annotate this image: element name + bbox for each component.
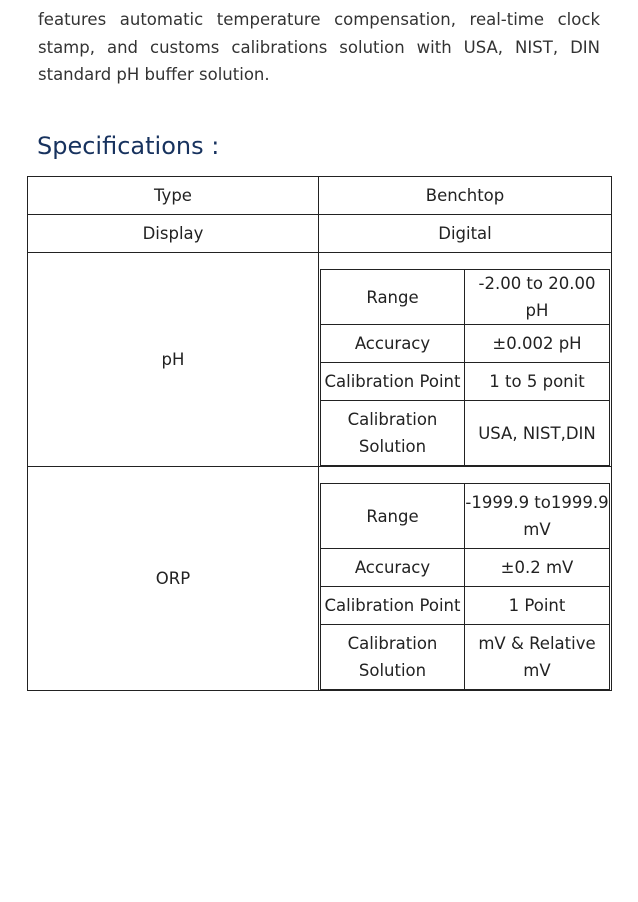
specifications-heading: Specifications : [37,132,220,160]
ph-calibration-point-label: Calibration Point [321,363,465,401]
table-row [321,549,610,587]
orp-range-label: Range [321,484,465,549]
orp-range-value: -1999.9 to1999.9 mV [464,484,609,549]
table-row-orp [28,467,612,691]
ph-calibration-solution-label: Calibration Solution [321,401,465,466]
orp-accuracy-value: ±0.2 mV [464,549,609,587]
ph-calibration-point-value: 1 to 5 ponit [464,363,609,401]
table-row-display [28,215,612,253]
orp-calibration-solution-value: mV & Relative mV [464,625,609,690]
ph-range-label: Range [321,270,465,325]
orp-label-cell: ORP [28,467,319,691]
table-row [321,484,610,549]
ph-specs-table [320,269,610,466]
specifications-table [27,176,612,691]
orp-calibration-solution-label: Calibration Solution [321,625,465,690]
type-value-cell: Benchtop [319,177,612,215]
orp-specs-cell [319,467,612,691]
table-row [321,625,610,690]
orp-calibration-point-value: 1 Point [464,587,609,625]
orp-calibration-point-label: Calibration Point [321,587,465,625]
orp-specs-table [320,483,610,690]
table-row [321,363,610,401]
table-row-type [28,177,612,215]
table-row [321,401,610,466]
ph-range-value: -2.00 to 20.00 pH [464,270,609,325]
table-row [321,587,610,625]
table-row [321,270,610,325]
intro-paragraph: features automatic temperature compensation, real-time clock stamp, and customs calibrations solution with USA, NIST, DIN standard pH buffer solution. [38,10,600,84]
ph-accuracy-value: ±0.002 pH [464,325,609,363]
ph-accuracy-label: Accuracy [321,325,465,363]
display-value-cell: Digital [319,215,612,253]
type-label-cell: Type [28,177,319,215]
orp-accuracy-label: Accuracy [321,549,465,587]
table-row [321,325,610,363]
ph-specs-cell [319,253,612,467]
display-label-cell: Display [28,215,319,253]
ph-calibration-solution-value: USA, NIST,DIN [464,401,609,466]
table-row-ph [28,253,612,467]
ph-label-cell: pH [28,253,319,467]
